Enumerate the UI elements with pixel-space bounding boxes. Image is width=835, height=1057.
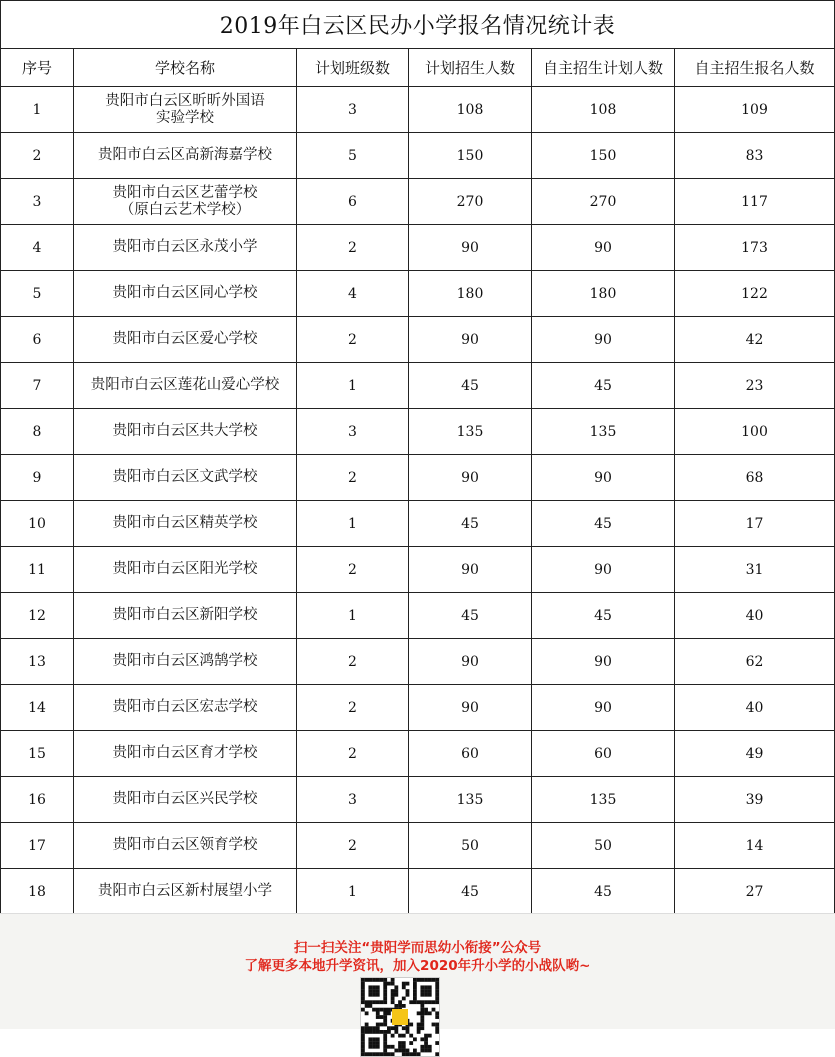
planned-enrollment: 90 xyxy=(409,685,532,731)
planned-classes: 6 xyxy=(297,179,409,225)
table-row xyxy=(1,409,835,455)
row-number: 16 xyxy=(1,777,74,823)
school-name: 贵阳市白云区艺蕾学校 （原白云艺术学校） xyxy=(74,179,297,225)
planned-enrollment: 60 xyxy=(409,731,532,777)
self-enroll-plan: 135 xyxy=(532,409,675,455)
promo-banner xyxy=(0,913,835,1029)
self-enroll-applied: 62 xyxy=(675,639,835,685)
planned-classes: 2 xyxy=(297,731,409,777)
row-number: 1 xyxy=(1,87,74,133)
planned-enrollment: 45 xyxy=(409,593,532,639)
planned-enrollment: 135 xyxy=(409,777,532,823)
col-header-self-applied: 自主招生报名人数 xyxy=(675,49,835,87)
self-enroll-plan: 90 xyxy=(532,225,675,271)
self-enroll-plan: 270 xyxy=(532,179,675,225)
table-row xyxy=(1,731,835,777)
planned-enrollment: 135 xyxy=(409,409,532,455)
table-row xyxy=(1,225,835,271)
self-enroll-applied: 31 xyxy=(675,547,835,593)
self-enroll-applied: 173 xyxy=(675,225,835,271)
table-row xyxy=(1,317,835,363)
planned-classes: 2 xyxy=(297,455,409,501)
table-row xyxy=(1,777,835,823)
col-header-no: 序号 xyxy=(1,49,74,87)
col-header-plan-enrollment: 计划招生人数 xyxy=(409,49,532,87)
school-name: 贵阳市白云区宏志学校 xyxy=(74,685,297,731)
row-number: 9 xyxy=(1,455,74,501)
planned-classes: 2 xyxy=(297,685,409,731)
self-enroll-plan: 45 xyxy=(532,593,675,639)
planned-enrollment: 180 xyxy=(409,271,532,317)
promo-line-2: 了解更多本地升学资讯，加入2020年升小学的小战队哟~ xyxy=(244,958,591,974)
table-row xyxy=(1,501,835,547)
self-enroll-plan: 45 xyxy=(532,869,675,915)
self-enroll-applied: 17 xyxy=(675,501,835,547)
self-enroll-applied: 40 xyxy=(675,593,835,639)
school-name: 贵阳市白云区高新海嘉学校 xyxy=(74,133,297,179)
planned-enrollment: 150 xyxy=(409,133,532,179)
planned-enrollment: 90 xyxy=(409,547,532,593)
school-name: 贵阳市白云区育才学校 xyxy=(74,731,297,777)
col-header-school-name: 学校名称 xyxy=(74,49,297,87)
row-number: 13 xyxy=(1,639,74,685)
planned-classes: 5 xyxy=(297,133,409,179)
row-number: 4 xyxy=(1,225,74,271)
self-enroll-plan: 90 xyxy=(532,455,675,501)
school-name: 贵阳市白云区新村展望小学 xyxy=(74,869,297,915)
planned-enrollment: 270 xyxy=(409,179,532,225)
self-enroll-applied: 83 xyxy=(675,133,835,179)
planned-classes: 1 xyxy=(297,363,409,409)
row-number: 8 xyxy=(1,409,74,455)
row-number: 17 xyxy=(1,823,74,869)
self-enroll-applied: 14 xyxy=(675,823,835,869)
planned-classes: 2 xyxy=(297,639,409,685)
row-number: 10 xyxy=(1,501,74,547)
school-name: 贵阳市白云区新阳学校 xyxy=(74,593,297,639)
self-enroll-plan: 90 xyxy=(532,547,675,593)
row-number: 12 xyxy=(1,593,74,639)
col-header-self-plan: 自主招生计划人数 xyxy=(532,49,675,87)
table-title: 2019年白云区民办小学报名情况统计表 xyxy=(1,1,835,49)
self-enroll-plan: 108 xyxy=(532,87,675,133)
table-row xyxy=(1,823,835,869)
planned-classes: 1 xyxy=(297,869,409,915)
table-body xyxy=(1,87,835,915)
planned-classes: 4 xyxy=(297,271,409,317)
school-name: 贵阳市白云区永茂小学 xyxy=(74,225,297,271)
school-name: 贵阳市白云区莲花山爱心学校 xyxy=(74,363,297,409)
planned-classes: 2 xyxy=(297,317,409,363)
school-name: 贵阳市白云区鸿鹄学校 xyxy=(74,639,297,685)
planned-enrollment: 90 xyxy=(409,225,532,271)
self-enroll-applied: 117 xyxy=(675,179,835,225)
table-row xyxy=(1,87,835,133)
row-number: 11 xyxy=(1,547,74,593)
self-enroll-applied: 49 xyxy=(675,731,835,777)
row-number: 18 xyxy=(1,869,74,915)
table-row xyxy=(1,179,835,225)
table-row xyxy=(1,639,835,685)
school-name: 贵阳市白云区爱心学校 xyxy=(74,317,297,363)
qr-code-icon[interactable] xyxy=(360,977,440,1057)
planned-enrollment: 45 xyxy=(409,501,532,547)
planned-enrollment: 45 xyxy=(409,869,532,915)
self-enroll-applied: 122 xyxy=(675,271,835,317)
self-enroll-plan: 135 xyxy=(532,777,675,823)
row-number: 2 xyxy=(1,133,74,179)
col-header-classes: 计划班级数 xyxy=(297,49,409,87)
self-enroll-applied: 109 xyxy=(675,87,835,133)
self-enroll-plan: 60 xyxy=(532,731,675,777)
self-enroll-applied: 40 xyxy=(675,685,835,731)
planned-classes: 3 xyxy=(297,409,409,455)
planned-classes: 2 xyxy=(297,547,409,593)
planned-classes: 3 xyxy=(297,777,409,823)
school-name: 贵阳市白云区同心学校 xyxy=(74,271,297,317)
self-enroll-plan: 90 xyxy=(532,639,675,685)
school-name: 贵阳市白云区阳光学校 xyxy=(74,547,297,593)
school-name: 贵阳市白云区兴民学校 xyxy=(74,777,297,823)
school-name: 贵阳市白云区文武学校 xyxy=(74,455,297,501)
planned-classes: 1 xyxy=(297,593,409,639)
planned-classes: 2 xyxy=(297,823,409,869)
row-number: 6 xyxy=(1,317,74,363)
planned-enrollment: 90 xyxy=(409,639,532,685)
self-enroll-plan: 90 xyxy=(532,685,675,731)
planned-enrollment: 45 xyxy=(409,363,532,409)
row-number: 5 xyxy=(1,271,74,317)
self-enroll-plan: 90 xyxy=(532,317,675,363)
table-row xyxy=(1,869,835,915)
self-enroll-applied: 100 xyxy=(675,409,835,455)
school-name: 贵阳市白云区昕昕外国语 实验学校 xyxy=(74,87,297,133)
self-enroll-applied: 68 xyxy=(675,455,835,501)
table-row xyxy=(1,271,835,317)
planned-enrollment: 50 xyxy=(409,823,532,869)
table-row xyxy=(1,133,835,179)
planned-enrollment: 108 xyxy=(409,87,532,133)
row-number: 7 xyxy=(1,363,74,409)
planned-classes: 1 xyxy=(297,501,409,547)
table-row xyxy=(1,455,835,501)
row-number: 14 xyxy=(1,685,74,731)
school-name: 贵阳市白云区领育学校 xyxy=(74,823,297,869)
self-enroll-applied: 39 xyxy=(675,777,835,823)
self-enroll-plan: 50 xyxy=(532,823,675,869)
planned-classes: 2 xyxy=(297,225,409,271)
self-enroll-plan: 150 xyxy=(532,133,675,179)
planned-enrollment: 90 xyxy=(409,317,532,363)
table-row xyxy=(1,363,835,409)
school-name: 贵阳市白云区精英学校 xyxy=(74,501,297,547)
promo-line-1: 扫一扫关注“贵阳学而思幼小衔接”公众号 xyxy=(293,940,542,956)
self-enroll-plan: 180 xyxy=(532,271,675,317)
row-number: 3 xyxy=(1,179,74,225)
self-enroll-plan: 45 xyxy=(532,501,675,547)
school-name: 贵阳市白云区共大学校 xyxy=(74,409,297,455)
self-enroll-plan: 45 xyxy=(532,363,675,409)
table-row xyxy=(1,685,835,731)
table-row xyxy=(1,547,835,593)
table-row xyxy=(1,593,835,639)
planned-enrollment: 90 xyxy=(409,455,532,501)
self-enroll-applied: 42 xyxy=(675,317,835,363)
self-enroll-applied: 23 xyxy=(675,363,835,409)
planned-classes: 3 xyxy=(297,87,409,133)
header-row xyxy=(1,49,835,87)
row-number: 15 xyxy=(1,731,74,777)
self-enroll-applied: 27 xyxy=(675,869,835,915)
